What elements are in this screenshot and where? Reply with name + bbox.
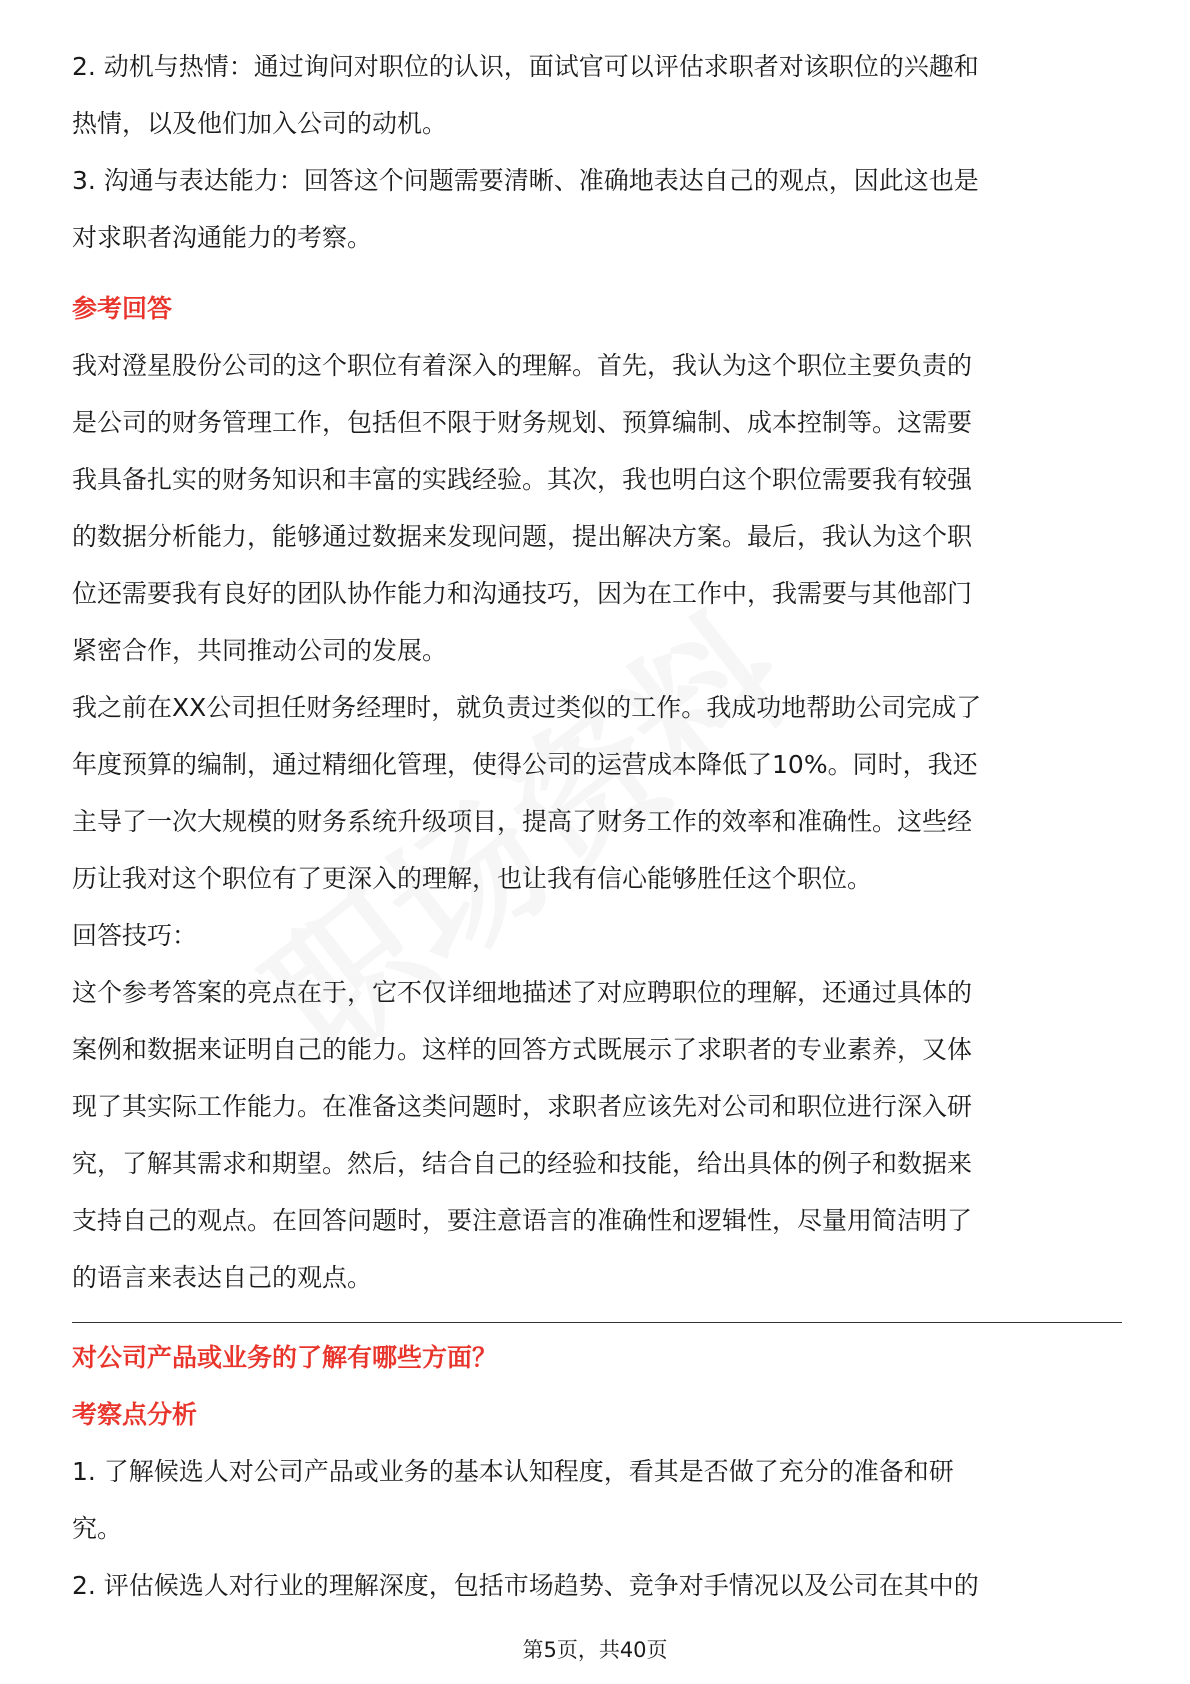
text-line: 案例和数据来证明自己的能力。这样的回答方式既展示了求职者的专业素养，又体	[72, 1035, 973, 1064]
section-divider	[72, 1322, 1122, 1323]
question-heading: 对公司产品或业务的了解有哪些方面？	[72, 1343, 498, 1372]
text-line: 2. 评估候选人对行业的理解深度，包括市场趋势、竞争对手情况以及公司在其中的	[72, 1571, 979, 1600]
text-line: 历让我对这个职位有了更深入的理解，也让我有信心能够胜任这个职位。	[72, 864, 873, 893]
analysis-section	[72, 1386, 1122, 1614]
text-line: 现了其实际工作能力。在准备这类问题时，求职者应该先对公司和职位进行深入研	[72, 1092, 973, 1121]
text-line: 年度预算的编制，通过精细化管理，使得公司的运营成本降低了10%。同时，我还	[72, 750, 978, 779]
text-line: 的语言来表达自己的观点。	[72, 1263, 373, 1292]
text-line: 究。	[72, 1514, 123, 1543]
text-line: 究，了解其需求和期望。然后，结合自己的经验和技能，给出具体的例子和数据来	[72, 1149, 973, 1178]
text-line: 支持自己的观点。在回答问题时，要注意语言的准确性和逻辑性，尽量用简洁明了	[72, 1206, 973, 1235]
text-line: 1. 了解候选人对公司产品或业务的基本认知程度，看其是否做了充分的准备和研	[72, 1457, 954, 1486]
text-line: 3. 沟通与表达能力：回答这个问题需要清晰、准确地表达自己的观点，因此这也是	[72, 166, 979, 195]
text-line: 我对澄星股份公司的这个职位有着深入的理解。首先，我认为这个职位主要负责的	[72, 351, 973, 380]
evaluation-points-continued	[72, 38, 1122, 266]
text-line: 热情，以及他们加入公司的动机。	[72, 109, 448, 138]
text-line: 2. 动机与热情：通过询问对职位的认识，面试官可以评估求职者对该职位的兴趣和	[72, 52, 979, 81]
text-line: 这个参考答案的亮点在于，它不仅详细地描述了对应聘职位的理解，还通过具体的	[72, 978, 973, 1007]
text-line: 我之前在XX公司担任财务经理时，就负责过类似的工作。我成功地帮助公司完成了	[72, 693, 982, 722]
text-line: 紧密合作，共同推动公司的发展。	[72, 636, 448, 665]
text-line: 是公司的财务管理工作，包括但不限于财务规划、预算编制、成本控制等。这需要	[72, 408, 973, 437]
text-line: 主导了一次大规模的财务系统升级项目，提高了财务工作的效率和准确性。这些经	[72, 807, 973, 836]
page-number: 第5页，共40页	[522, 1638, 668, 1662]
text-line: 位还需要我有良好的团队协作能力和沟通技巧，因为在工作中，我需要与其他部门	[72, 579, 973, 608]
section-heading: 参考回答	[72, 294, 173, 323]
text-line: 的数据分析能力，能够通过数据来发现问题，提出解决方案。最后，我认为这个职	[72, 522, 973, 551]
reference-answer-section	[72, 280, 1122, 1306]
text-line: 回答技巧：	[72, 921, 198, 950]
text-line: 对求职者沟通能力的考察。	[72, 223, 373, 252]
text-line: 我具备扎实的财务知识和丰富的实践经验。其次，我也明白这个职位需要我有较强	[72, 465, 973, 494]
section-heading: 考察点分析	[72, 1400, 198, 1429]
document-page	[72, 38, 1122, 1614]
